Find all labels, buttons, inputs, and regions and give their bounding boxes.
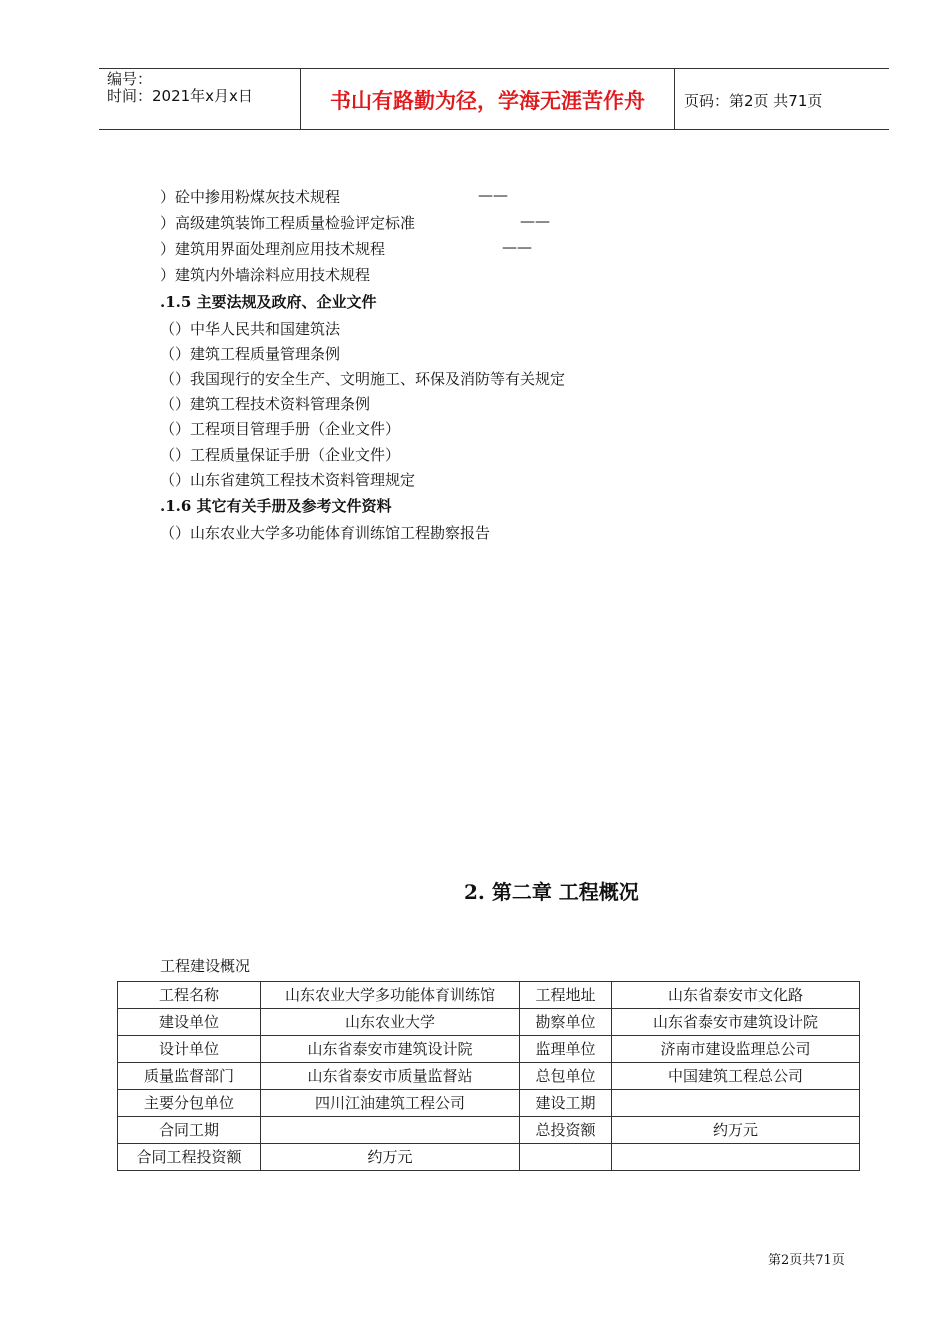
table-cell: 济南市建设监理总公司 (612, 1036, 860, 1063)
table-cell: 合同工程投资额 (118, 1144, 261, 1171)
page-header (99, 68, 889, 130)
table-cell: 山东农业大学多功能体育训练馆 (261, 982, 520, 1009)
table-cell: 监理单位 (520, 1036, 612, 1063)
table-cell: 山东省泰安市质量监督站 (261, 1063, 520, 1090)
table-cell: 总投资额 (520, 1117, 612, 1144)
regulation-item: （）建筑工程技术资料管理条例 (160, 395, 371, 413)
table-cell: 合同工期 (118, 1117, 261, 1144)
table-caption: 工程建设概况 (160, 957, 251, 975)
section-heading: .1.5 主要法规及政府、企业文件 (160, 293, 377, 311)
table-cell: 四川江油建筑工程公司 (261, 1090, 520, 1117)
regulation-item: （）建筑工程质量管理条例 (160, 345, 341, 363)
table-cell: 建设单位 (118, 1009, 261, 1036)
standard-dash: —— (502, 238, 532, 256)
header-code: 编号： (107, 70, 153, 88)
regulation-item: （）山东省建筑工程技术资料管理规定 (160, 471, 416, 489)
table-row (118, 1009, 860, 1036)
standard-dash: —— (478, 186, 508, 204)
regulation-item: （）工程项目管理手册（企业文件） (160, 420, 401, 438)
table-cell: 总包单位 (520, 1063, 612, 1090)
table-cell: 工程地址 (520, 982, 612, 1009)
table-row (118, 1090, 860, 1117)
table-cell: 山东农业大学 (261, 1009, 520, 1036)
header-date: 时间：2021年x月x日 (107, 87, 253, 105)
standard-item: ）建筑内外墙涂料应用技术规程 (160, 266, 371, 284)
table-row (118, 982, 860, 1009)
regulation-item: （）中华人民共和国建筑法 (160, 320, 341, 338)
header-meta (107, 71, 253, 105)
table-row (118, 1036, 860, 1063)
table-cell: 勘察单位 (520, 1009, 612, 1036)
table-row (118, 1144, 860, 1171)
table-row (118, 1063, 860, 1090)
table-cell (520, 1144, 612, 1171)
chapter-title: 2. 第二章 工程概况 (464, 880, 639, 904)
table-cell: 山东省泰安市文化路 (612, 982, 860, 1009)
table-cell: 设计单位 (118, 1036, 261, 1063)
table-row (118, 1117, 860, 1144)
table-cell: 主要分包单位 (118, 1090, 261, 1117)
header-motto: 书山有路勤为径，学海无涯苦作舟 (330, 89, 645, 113)
section-heading: .1.6 其它有关手册及参考文件资料 (160, 497, 392, 515)
table-cell: 约万元 (261, 1144, 520, 1171)
table-cell (612, 1090, 860, 1117)
reference-item: （）山东农业大学多功能体育训练馆工程勘察报告 (160, 524, 491, 542)
table-cell (612, 1144, 860, 1171)
table-cell: 质量监督部门 (118, 1063, 261, 1090)
regulation-item: （）工程质量保证手册（企业文件） (160, 446, 401, 464)
table-cell (261, 1117, 520, 1144)
project-overview-table (117, 981, 860, 1171)
table-cell: 山东省泰安市建筑设计院 (612, 1009, 860, 1036)
header-page-number: 页码：第2页 共71页 (684, 92, 823, 110)
standard-dash: —— (520, 212, 550, 230)
page-footer: 第2页共71页 (768, 1253, 845, 1268)
standard-item: ）高级建筑装饰工程质量检验评定标准 (160, 214, 416, 232)
standard-item: ）砼中掺用粉煤灰技术规程 (160, 188, 341, 206)
table-cell: 中国建筑工程总公司 (612, 1063, 860, 1090)
header-divider (674, 69, 675, 129)
table-cell: 工程名称 (118, 982, 261, 1009)
table-cell: 建设工期 (520, 1090, 612, 1117)
standard-item: ）建筑用界面处理剂应用技术规程 (160, 240, 386, 258)
regulation-item: （）我国现行的安全生产、文明施工、环保及消防等有关规定 (160, 370, 566, 388)
table-cell: 约万元 (612, 1117, 860, 1144)
table-cell: 山东省泰安市建筑设计院 (261, 1036, 520, 1063)
